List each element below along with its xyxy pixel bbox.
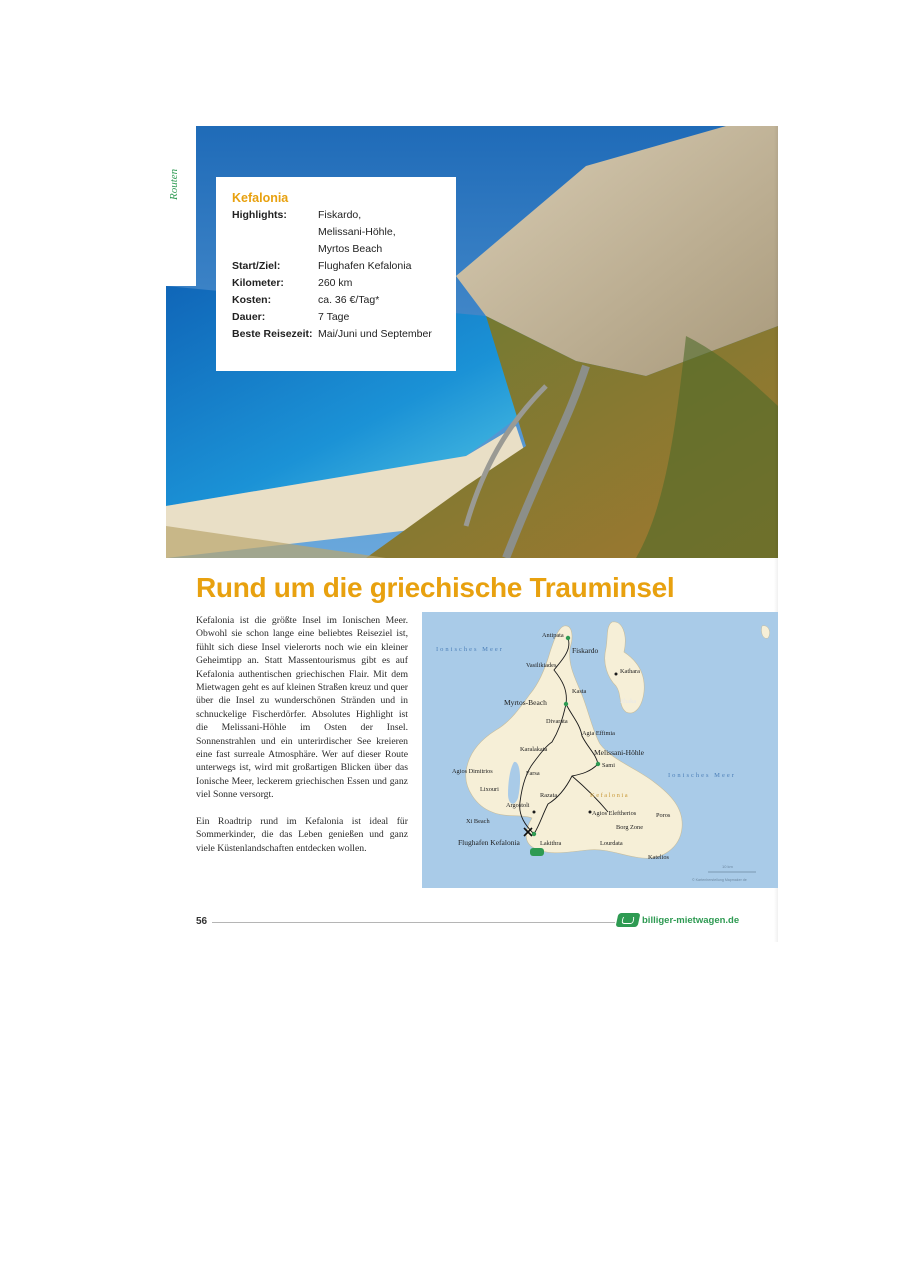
route-info-box [216, 177, 456, 371]
info-value: ca. 36 €/Tag* [318, 294, 380, 306]
place-label-myrtos: Myrtos-Beach [504, 698, 547, 707]
info-row-highlights [232, 207, 440, 258]
place-label: Karalakata [520, 746, 548, 753]
place-label: Agios Dimitrios [452, 768, 493, 775]
sea-label-east: Ionisches Meer [668, 772, 736, 779]
region-label: Kefalonia [590, 792, 630, 799]
place-label: Kasta [572, 688, 587, 695]
info-key: Beste Reisezeit: [232, 328, 313, 340]
map-scale: 10 km [722, 864, 733, 869]
side-tab [166, 126, 196, 286]
place-label: Agia Effimia [582, 730, 615, 737]
place-label-airport: Flughafen Kefalonia [458, 838, 520, 847]
island-label-ithaka: Ithaka [620, 698, 637, 705]
highlight-item: Myrtos Beach [318, 243, 383, 255]
info-row-distance [232, 275, 440, 292]
info-key: Kosten: [232, 294, 272, 306]
info-value: Flughafen Kefalonia [318, 260, 412, 272]
info-value: 260 km [318, 277, 353, 289]
route-map [422, 612, 778, 888]
place-label: Razata [540, 792, 558, 799]
info-key: Highlights: [232, 209, 287, 221]
place-label: Argostoli [506, 802, 530, 809]
side-tab-label: Routen [168, 168, 180, 200]
place-label: Antipata [542, 632, 564, 639]
place-label: Katelios [648, 854, 669, 861]
info-value: Mai/Juni und September [318, 328, 432, 340]
info-value [318, 207, 440, 258]
info-key: Start/Ziel: [232, 260, 281, 272]
place-label: Sami [602, 762, 615, 769]
paragraph: Kefalonia ist die größte Insel im Ionischen Meer. Obwohl sie schon lange eine beliebtes Reiseziel ist, fühlt sich diese Insel vielerorts noch wie ein kleiner Geheimtipp an. Statt Massentourismus gibt es auf Kefalonia authentischen griechischen Flair. Mit dem Mietwagen geht es auf kleinen Straßen kreuz und quer über die Insel zu wunderschönen Stränden und in schnuckelige Fischerdörfer. Absolutes Highlight ist die Melissani-Höhle im Osten der Insel. Sonnenstrahlen und ein unterirdischer See kreieren eine fast surreale Atmosphäre. Wer auf dieser Route unterwegs ist, wird mit großartigen Blicken über das Ionische Meer, leckerem griechischen Essen und ganz viel Sonne versorgt. [196, 615, 408, 801]
place-label: Lixouri [480, 786, 499, 793]
info-row-start [232, 258, 440, 275]
page-number: 56 [196, 916, 208, 927]
article-body [196, 614, 408, 868]
place-label-fiskardo: Fiskardo [572, 646, 599, 655]
place-label-melissani: Melissani-Höhle [594, 748, 644, 757]
place-label: Vasilikiades [526, 662, 557, 669]
place-label: Agios Eleftherios [592, 810, 637, 817]
car-logo-icon [616, 913, 641, 927]
place-label: Lourdata [600, 840, 623, 847]
footer-divider [212, 922, 615, 923]
paragraph: Ein Roadtrip rund im Kefalonia ist ideal für Sommerkinder, die das Leben genießen und ganz viele Küstenlandschaften entdecken wollen. [196, 815, 408, 854]
brand-name: billiger-mietwagen.de [642, 914, 740, 926]
place-label: Divarata [546, 718, 568, 725]
place-label: Farsa [526, 770, 540, 777]
sea-label-west: Ionisches Meer [436, 646, 504, 653]
place-label: Kathara [620, 668, 640, 675]
info-key: Kilometer: [232, 277, 284, 289]
highlight-item: Melissani-Höhle, [318, 226, 396, 238]
highlight-item: Fiskardo, [318, 209, 362, 221]
map-credit: © Kartenherstellung Mapmaker de [692, 878, 747, 882]
brand-logo-link[interactable] [617, 913, 739, 927]
page-headline: Rund um die griechische Trauminsel [196, 572, 675, 603]
place-label: Xi Beach [466, 818, 490, 825]
info-row-cost [232, 292, 440, 309]
info-title: Kefalonia [232, 191, 289, 205]
info-row-season [232, 326, 440, 343]
info-key: Dauer: [232, 311, 266, 323]
place-label: Poros [656, 812, 671, 819]
info-value: 7 Tage [318, 311, 350, 323]
place-label: Lakithra [540, 840, 562, 847]
place-label: Borg Zone [616, 824, 643, 831]
info-row-duration [232, 309, 440, 326]
